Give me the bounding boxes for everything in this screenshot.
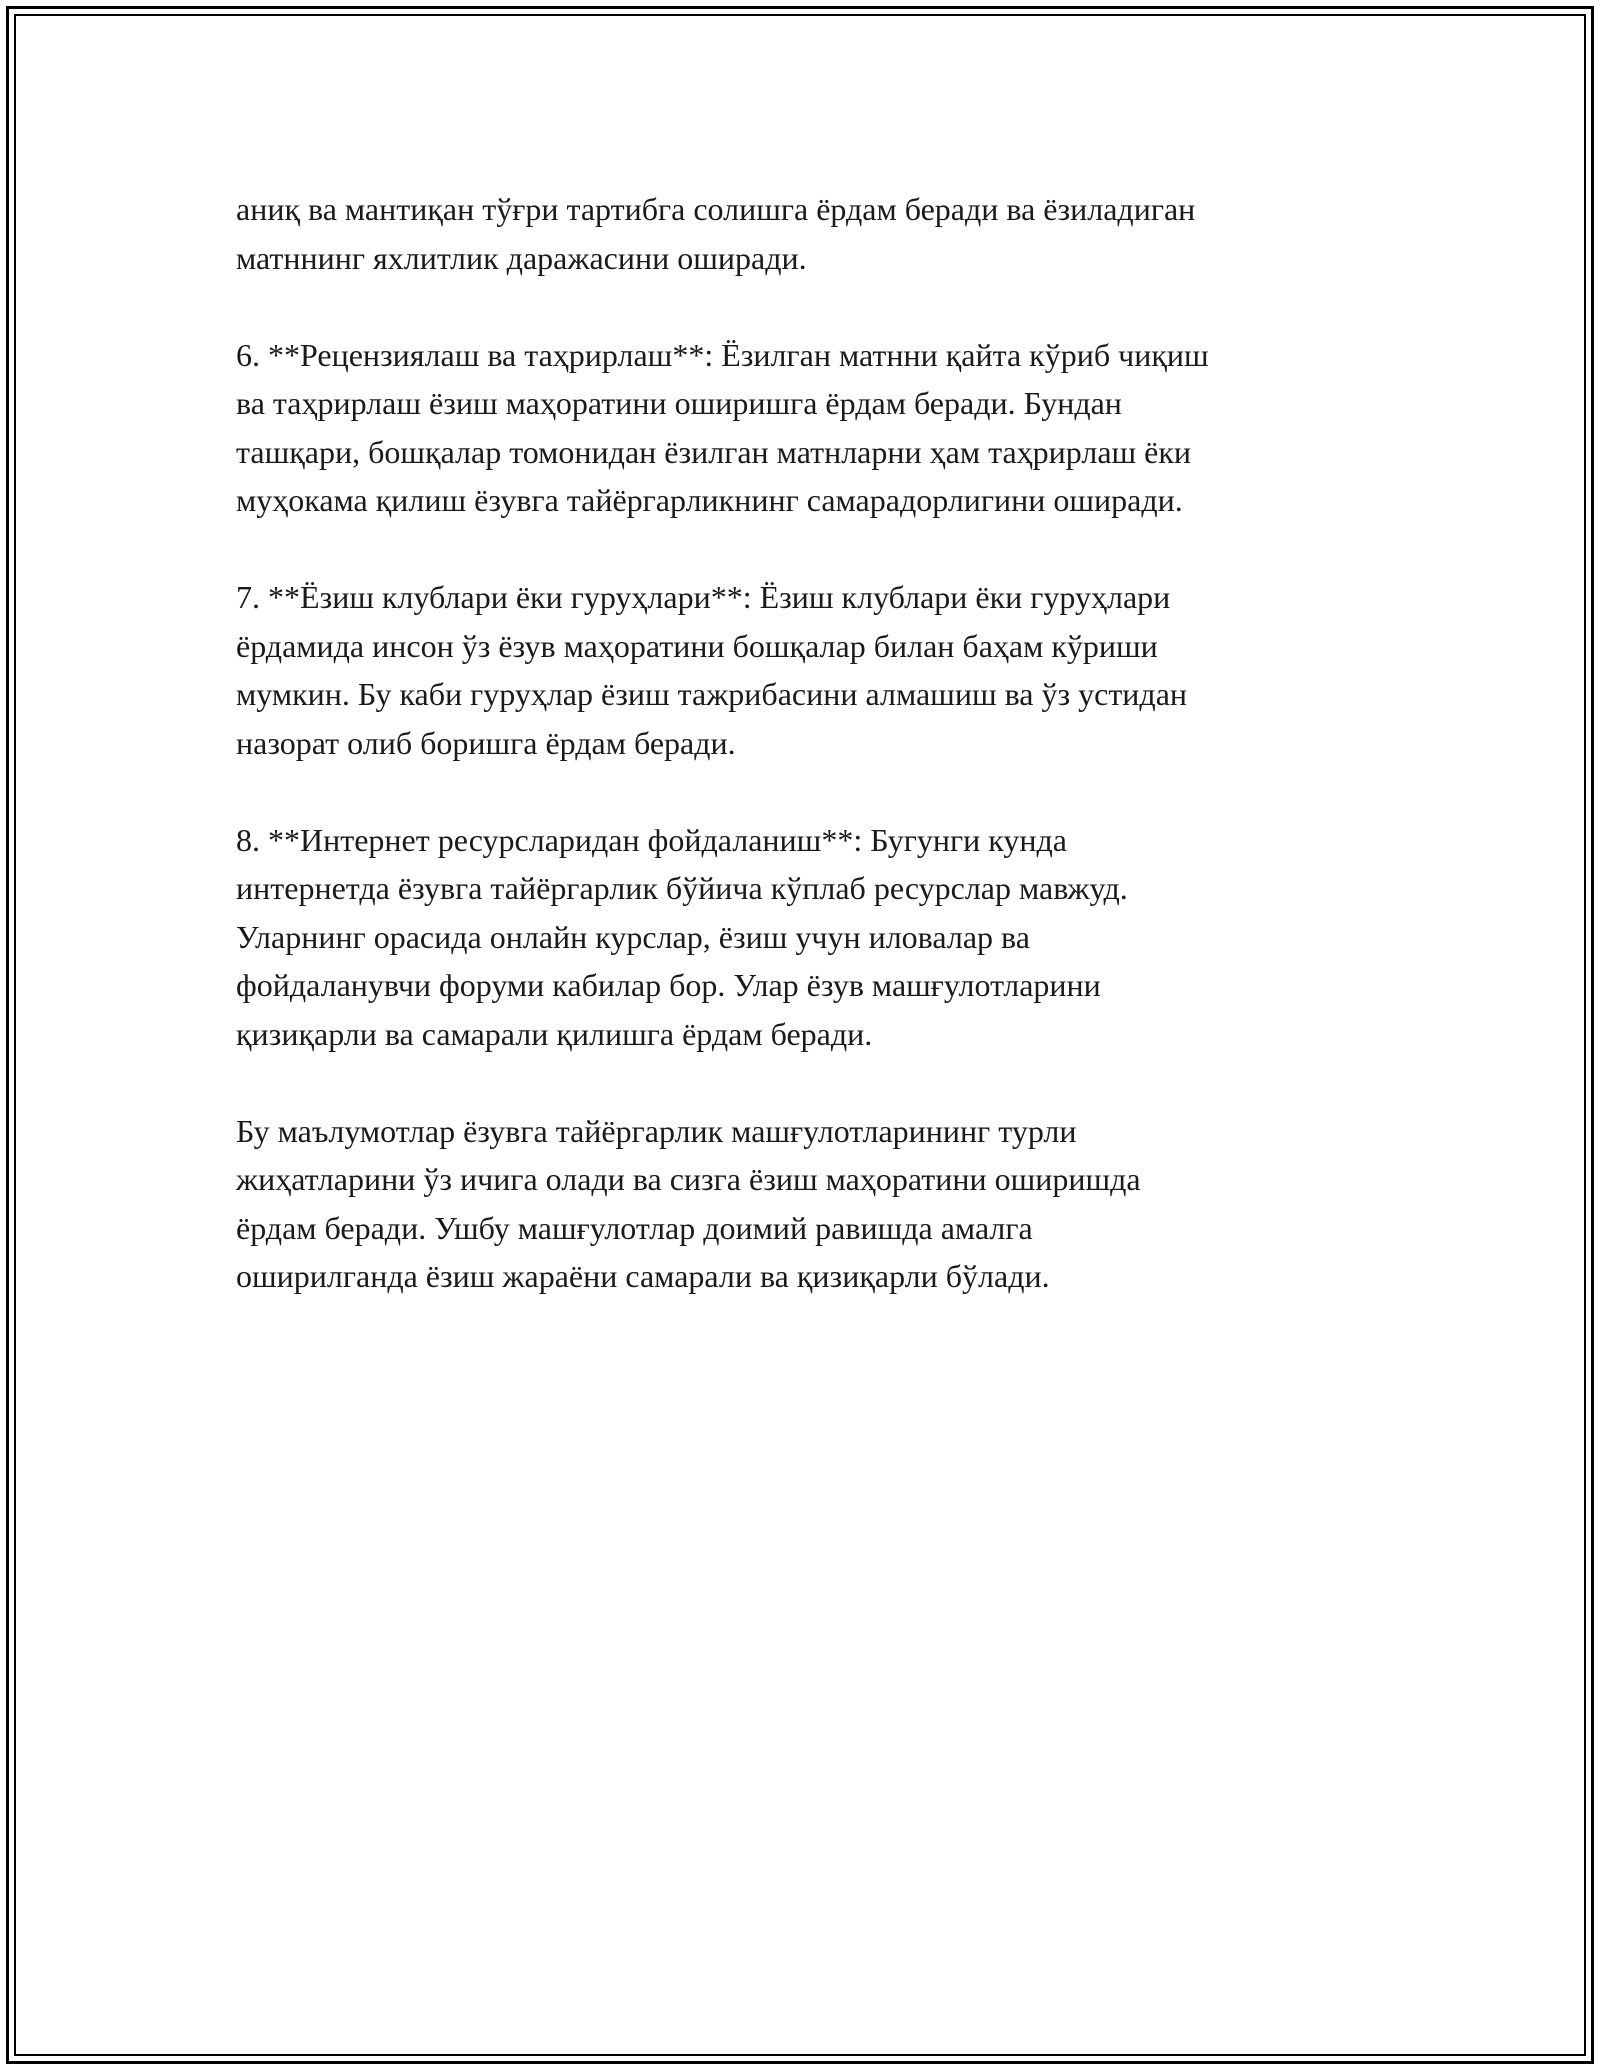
text-line: фойдаланувчи форуми кабилар бор. Улар ёзув машғулотларини <box>236 967 1101 1003</box>
text-line: жиҳатларини ўз ичига олади ва сизга ёзиш маҳоратини оширишда <box>236 1161 1141 1197</box>
text-line: интернетда ёзувга тайёргарлик бўйича кўплаб ресурслар мавжуд. <box>236 870 1128 906</box>
text-line: Бу маълумотлар ёзувга тайёргарлик машғулотларининг турли <box>236 1112 1077 1149</box>
text-line: назорат олиб боришга ёрдам беради. <box>236 724 736 761</box>
paragraph-conclusion <box>236 1107 1366 1301</box>
document-body <box>236 185 1366 1349</box>
text-line: муҳокама қилиш ёзувга тайёргарликнинг самарадорлигини оширади. <box>236 482 1183 518</box>
text-line: ёрдам беради. Ушбу машғулотлар доимий равишда амалга <box>236 1209 1033 1246</box>
paragraph-item-6 <box>236 331 1366 525</box>
text-line: матннинг яхлитлик даражасини оширади. <box>236 239 807 276</box>
text-line: ташқари, бошқалар томонидан ёзилган матнларни ҳам таҳрирлаш ёки <box>236 433 1192 470</box>
text-line: аниқ ва мантиқан тўғри тартибга солишга ёрдам беради ва ёзиладиган <box>236 191 1196 227</box>
paragraph-item-7 <box>236 573 1366 767</box>
paragraph-item-8 <box>236 816 1366 1059</box>
text-line: 8. **Интернет ресурсларидан фойдаланиш**: Бугунги кунда <box>236 821 1067 858</box>
text-line: қизиқарли ва самарали қилишга ёрдам беради. <box>236 1015 873 1052</box>
paragraph-continuation <box>236 185 1366 282</box>
text-line: мумкин. Бу каби гуруҳлар ёзиш тажрибасини алмашиш ва ўз устидан <box>236 676 1188 712</box>
text-line: ва таҳрирлаш ёзиш маҳоратини оширишга ёрдам беради. Бундан <box>236 385 1122 421</box>
text-line: Уларнинг орасида онлайн курслар, ёзиш учун иловалар ва <box>236 918 1030 955</box>
text-line: 6. **Рецензиялаш ва таҳрирлаш**: Ёзилган матнни қайта кўриб чиқиш <box>236 336 1209 373</box>
text-line: ёрдамида инсон ўз ёзув маҳоратини бошқалар билан баҳам кўриши <box>236 627 1158 664</box>
text-line: оширилганда ёзиш жараёни самарали ва қизиқарли бўлади. <box>236 1258 1050 1294</box>
text-line: 7. **Ёзиш клублари ёки гуруҳлари**: Ёзиш клублари ёки гуруҳлари <box>236 579 1171 615</box>
